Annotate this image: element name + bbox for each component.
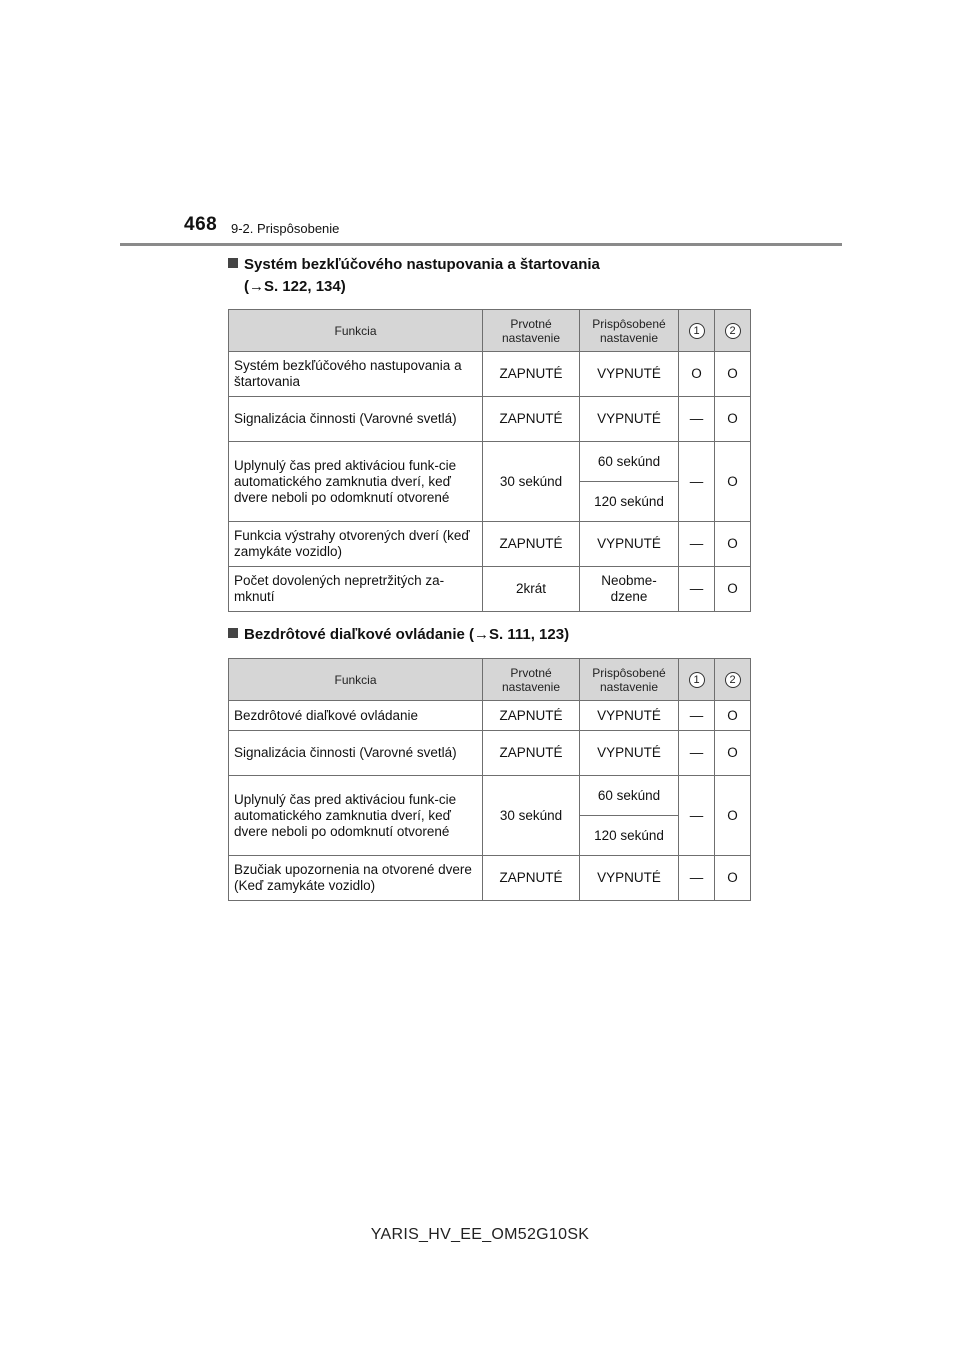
section-title: 9-2. Prispôsobenie [231, 221, 340, 236]
section2-title: Bezdrôtové diaľkové ovládanie ( [244, 626, 475, 643]
circled-number-1: 1 [689, 672, 705, 688]
cell-default: ZAPNUTÉ [483, 856, 580, 901]
col-header-func: Funkcia [229, 310, 483, 352]
table-row [229, 701, 751, 731]
cell-func: Signalizácia činnosti (Varovné svetlá) [229, 397, 483, 442]
cell-custom: 120 sekúnd [580, 816, 679, 856]
col-header-custom: Prispôsobené nastavenie [580, 310, 679, 352]
cell-c2: O [715, 567, 751, 612]
cell-custom: 60 sekúnd [580, 442, 679, 482]
document-code: YARIS_HV_EE_OM52G10SK [370, 1226, 590, 1243]
cell-c2: O [715, 731, 751, 776]
cell-func: Bezdrôtové diaľkové ovládanie [229, 701, 483, 731]
cell-func: Signalizácia činnosti (Varovné svetlá) [229, 731, 483, 776]
section1-title: Systém bezkľúčového nastupovania a štartovania [244, 256, 600, 273]
arrow-right-icon: → [474, 626, 490, 643]
cell-c1: — [679, 522, 715, 567]
table-header-row [229, 659, 751, 701]
cell-default: 30 sekúnd [483, 442, 580, 522]
col-header-1 [679, 310, 715, 352]
table-row [229, 776, 751, 816]
cell-default: ZAPNUTÉ [483, 397, 580, 442]
col-header-custom: Prispôsobené nastavenie [580, 659, 679, 701]
arrow-right-icon: → [249, 278, 264, 295]
square-bullet-icon [228, 258, 238, 268]
cell-custom: VYPNUTÉ [580, 397, 679, 442]
table-header-row [229, 310, 751, 352]
cell-c1: — [679, 731, 715, 776]
table-row [229, 397, 751, 442]
table-row [229, 352, 751, 397]
cell-c1: — [679, 397, 715, 442]
col-header-default: Prvotné nastavenie [483, 659, 580, 701]
col-header-default: Prvotné nastavenie [483, 310, 580, 352]
cell-func: Počet dovolených nepretržitých za-mknutí [229, 567, 483, 612]
cell-c1: — [679, 701, 715, 731]
cell-func: Systém bezkľúčového nastupovania a štartovania [229, 352, 483, 397]
col-header-func: Funkcia [229, 659, 483, 701]
cell-c1: — [679, 567, 715, 612]
table-row [229, 856, 751, 901]
cell-default: ZAPNUTÉ [483, 731, 580, 776]
cell-func: Uplynulý čas pred aktiváciou funk-cie automatického zamknutia dverí, keď dvere neboli po odomknutí otvorené [229, 776, 483, 856]
settings-table-1 [228, 309, 751, 612]
cell-custom: VYPNUTÉ [580, 522, 679, 567]
cell-c2: O [715, 522, 751, 567]
section2-heading [228, 624, 569, 646]
cell-custom: VYPNUTÉ [580, 352, 679, 397]
table-row [229, 567, 751, 612]
cell-func: Bzučiak upozornenia na otvorené dvere (Keď zamykáte vozidlo) [229, 856, 483, 901]
header-divider [120, 243, 842, 246]
cell-custom: VYPNUTÉ [580, 701, 679, 731]
section2-ref: S. 111, 123) [489, 626, 570, 643]
cell-c2: O [715, 856, 751, 901]
cell-default: ZAPNUTÉ [483, 522, 580, 567]
cell-custom: Neobme-dzene [580, 567, 679, 612]
table-row [229, 442, 751, 482]
cell-custom: VYPNUTÉ [580, 731, 679, 776]
cell-custom: VYPNUTÉ [580, 856, 679, 901]
table-row [229, 522, 751, 567]
cell-c2: O [715, 776, 751, 856]
cell-default: ZAPNUTÉ [483, 701, 580, 731]
cell-c1: O [679, 352, 715, 397]
cell-c2: O [715, 701, 751, 731]
cell-custom: 60 sekúnd [580, 776, 679, 816]
col-header-1 [679, 659, 715, 701]
cell-c2: O [715, 442, 751, 522]
cell-default: 30 sekúnd [483, 776, 580, 856]
circled-number-2: 2 [725, 323, 741, 339]
cell-c1: — [679, 442, 715, 522]
settings-table-2 [228, 658, 751, 901]
circled-number-2: 2 [725, 672, 741, 688]
cell-default: 2krát [483, 567, 580, 612]
cell-c2: O [715, 352, 751, 397]
col-header-2 [715, 310, 751, 352]
cell-default: ZAPNUTÉ [483, 352, 580, 397]
section1-heading [228, 254, 600, 298]
col-header-2 [715, 659, 751, 701]
page-number: 468 [184, 214, 218, 235]
cell-func: Uplynulý čas pred aktiváciou funk-cie automatického zamknutia dverí, keď dvere neboli po odomknutí otvorené [229, 442, 483, 522]
circled-number-1: 1 [689, 323, 705, 339]
section1-paren: ( [244, 278, 249, 295]
square-bullet-icon [228, 628, 238, 638]
cell-c1: — [679, 776, 715, 856]
cell-custom: 120 sekúnd [580, 482, 679, 522]
cell-c1: — [679, 856, 715, 901]
table-row [229, 731, 751, 776]
section1-ref: S. 122, 134) [264, 278, 346, 295]
cell-c2: O [715, 397, 751, 442]
cell-func: Funkcia výstrahy otvorených dverí (keď zamykáte vozidlo) [229, 522, 483, 567]
